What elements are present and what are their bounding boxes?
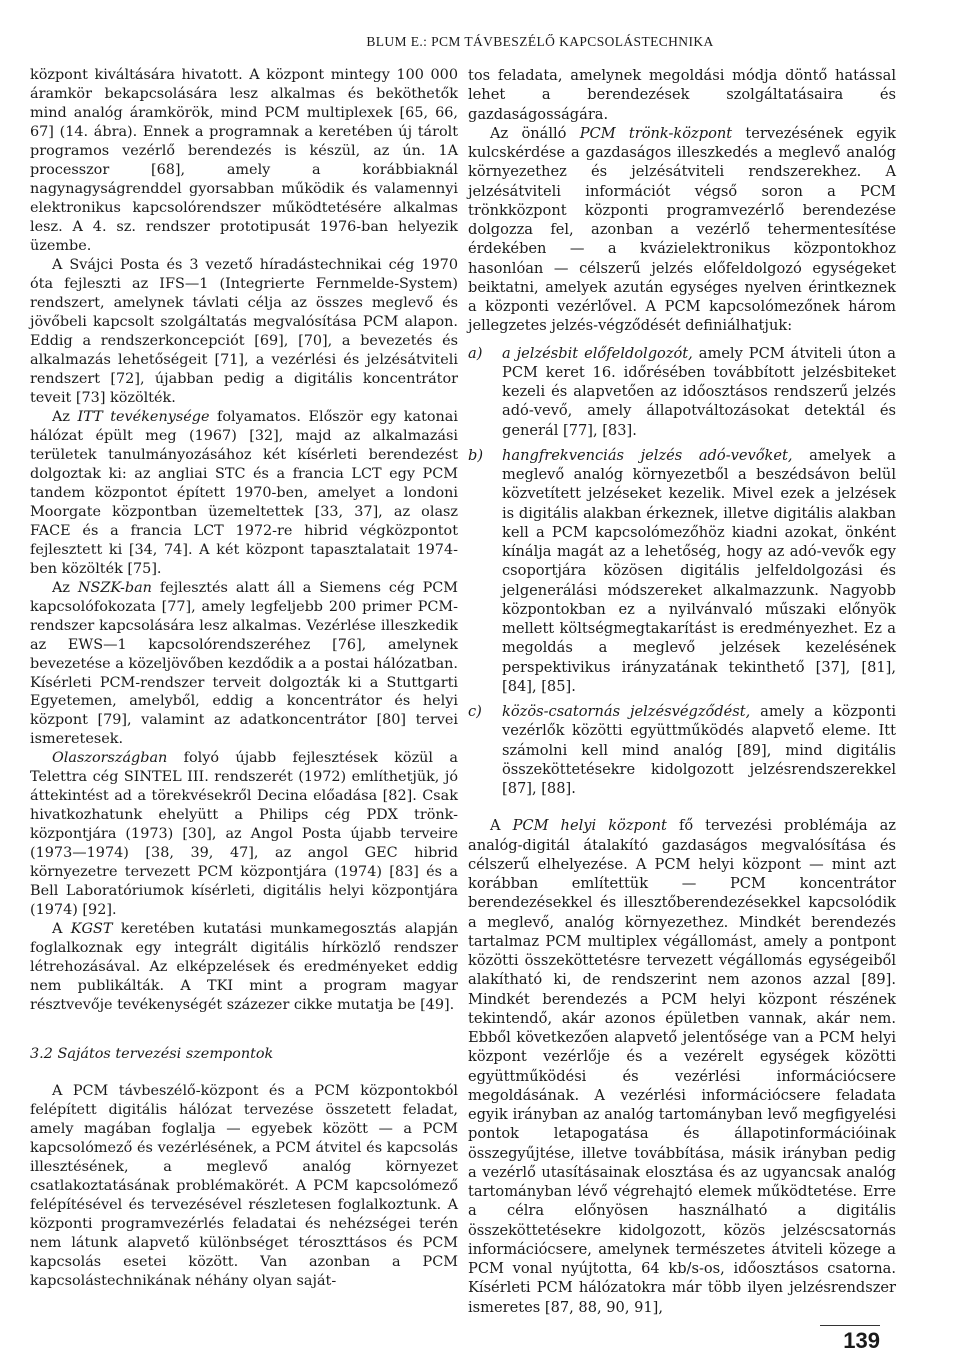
emphasis: KGST [70,921,113,938]
paragraph [30,920,458,1015]
text-run: Az önálló [490,124,580,142]
left-column [30,66,458,1291]
item-list [468,344,896,799]
paragraph [468,816,896,1317]
emphasis: PCM trönk-központ [579,124,733,142]
paragraph [468,124,896,336]
running-header [0,34,960,50]
list-label: c) [468,703,482,720]
emphasis: Olaszországban [52,750,168,767]
list-lead: közös-csatornás jelzésvégződést, [502,703,751,720]
text-run: keretében kutatási munkamegosztás alapján foglalkoznak egy integrált digitális hírközlő rendszer létrehozásával. Az elképzelések és eredményeket eddig nem publikálták. A TKI mint a program magyar résztvevője tevékenységét százezer cikke mutatja be [49]. [30,921,458,1014]
list-label: b) [468,446,484,464]
emphasis: PCM helyi központ [512,817,667,835]
emphasis: NSZK-ban [77,579,152,596]
list-text: amely PCM átviteli úton a PCM keret 16. időrésében továbbított jelzésbiteket kezeli és alapvetően az időosztásos rendszerű jelzés adó-vevő, amely állapotváltozásokat detektál és generál [77], [83]. [502,344,896,439]
list-item [468,344,896,440]
list-lead: a jelzésbit előfeldolgozót, [502,344,693,362]
paragraph [30,408,458,579]
page-number: 139 [843,1328,880,1353]
list-label: a) [468,344,483,362]
paragraph: tos feladata, amelynek megoldási módja döntő hatással lehet a berendezések szolgáltatásaira és gazdaságosságára. [468,67,896,123]
text-run: fejlesztés alatt áll a Siemens cég PCM kapcsolófokozata [77], amely legfeljebb 200 primer PCM-rendszer kapcsolására lesz alkalmas. Vezérlése illeszkedik az EWS—1 kapcsolórendszeréhez [76], amelynek bevezetése a közeljövőben kezdődik a a postai hálózatban. Kísérleti PCM-rendszer terveit dolgozták ki a Stuttgarti Egyetemen, amelyből, eddig a koncentrátor és helyi központ [79], valamint az adatkoncentrátor [80] tervei ismeretesek. [30,579,458,748]
emphasis: ITT tevékenysége [77,408,210,425]
text-run: fő tervezési problémája az analóg-digitál átalakító gazdaságos megvalósítása és célszerű elhelyezése. A PCM helyi központ — mint azt korábban említettük — PCM koncentrátor berendezésekkel és illesztőberendezésekkel kapcsolódik a meglevő, analóg környezethez. Mindkét berendezés tartalmaz PCM multiplex végállomást, amely a pontpont közötti összeköttetésre tervezett végállomás egységeiből alakítható ki, de rendszerint nem azonos azzal [89]. Mindkét berendezés a PCM helyi központ részének tekintendő, akár azonos épületben vannak, akár nem. Ebből következően alapvető jelentősége van a PCM helyi központ vezérlője és a vezérelt egységek közötti együttműködési és vezérlési információcsere megoldásának. A vezérlési információcsere feladata egyik irányban az analóg tartományban levő megfigyelési pontok letapogatása és állapotinformációinak összegyűjtése, illetve továbbítása, másik irányban pedig a vezérlő utasításainak elosztása és az ugyancsak analóg tartományban lévő végrehajtó elemek működtetése. Erre a célra előnyösen használható a digitális összeköttetésekre kidolgozott, közös jelzéscsatornás információcsere, amelynek természetes átviteli közege a PCM vonal nyújtotta, 64 kb/s-os, időosztásos csatorna. Kísérleti PCM hálózatokra már több ilyen jelzésrendszer ismeretes [87, 88, 90, 91], [468,817,896,1316]
paragraph: A Svájci Posta és 3 vezető híradástechnikai cég 1970 óta fejleszti az IFS—1 (Integrierte Fernmelde-System) rendszert, amelynek távlati célja az összes meglevő és jövőbeli kapcsolt szolgáltatás megvalósítása PCM alapon. Eddig a rendszerkoncepciót [69], [70], a bevezetés és alkalmazás lehetőségeit [71], a vezérlési és jelzésátviteli rendszert [72], újabban pedig a digitális koncentrátor teveit [73] közölték. [30,256,458,406]
right-column [468,66,896,1317]
paragraph [30,579,458,750]
list-text: amelyek a meglevő analóg környezetből a beszédsávon belül közvetített jelzéseket kezelik. Mivel ezek a jelzések is digitális alakban érkeznek, illetve digitális alakban kell a PCM kapcsolómezőhöz kiadni azokat, önként kínálja magát az a lehetőség, hogy az adó-vevők egy csoportjára közösen digitális jelfeldolgozási és jelgenerálási módszereket alkalmazzunk. Nagyobb központokban ez a nyilvánvaló műszaki előnyök mellett költségmegtakarítást is eredményezhet. Ez a megoldás a meglevő jelzések kezelésének perspektivikus irányzatának tekinthető [37], [81], [84], [85]. [502,446,896,695]
page-number-rule [820,1325,880,1326]
text-run: Az [52,408,78,425]
text-run: A [490,817,513,835]
section-heading: 3.2 Sajátos tervezési szempontok [30,1046,274,1063]
paragraph: központ kiváltására hivatott. A központ mintegy 100 000 áramkör bekapcsolására lesz alkalmas és beköthetők mind analóg áramkörök, mind PCM multiplexek [65, 66, 67] (14. ábra). Ennek a programnak a keretében új tárolt programos vezérlő berendezés is készül, az ún. 1A processzor [68], amely a korábbiaknál nagynagyságrenddel gyorsabban működik és valamennyi elektronikus kapcsolórendszer működtetésére alkalmas lesz. A 4. sz. rendszer prototipusát 1976-ban helyezik üzembe. [30,67,458,254]
running-header-text: BLUM E.: PCM TÁVBESZÉLŐ KAPCSOLÁSTECHNIKA [366,34,714,49]
text-run: folyó újabb fejlesztések közül a Telettra cég SINTEL III. rendszerét (1972) említhetjük, jó áttekintést ad a törekvésekről Decina előadása [82]. Csak hivatkozhatunk ehelyütt a Philips cég PDX trönk-központjára (1973) [30], az Angol Posta újabb terveire (1973—1974) [38, 39, 47], az angol GEC hibrid környezetre tervezett PCM központjára (1974) [83] és a Bell Laboratóriumok kísérleti, digitális helyi központjára (1974) [92]. [30,750,458,919]
text-run: tervezésének egyik kulcskérdése a gazdaságos illeszkedés a meglevő analóg környezethez és jelzésátviteli rendszerekhez. A jelzésátviteli információt végső soron a PCM trönkközpont központi programvezérlő berendezése dolgozza fel, azonban a vezérlő tehermentesítése érdekében — a kvázielektronikus központokhoz hasonlóan — célszerű jelzés előfeldolgozó egységeket beiktatni, amelyek azután egységes nyelven érintkeznek a központi vezérlővel. A PCM kapcsolómezőnek három jellegzetes jelzés-végződését definiálhatjuk: [468,124,897,335]
text-run: folyamatos. Először egy katonai hálózat épült meg (1967) [32], majd az alkalmazási területek tanulmányozásához két kísérleti berendezést dolgoztak ki: az angliai STC és a francia LCT egy PCM tandem központot épített 1970-ben, amelyet a londoni Moorgate központban üzemeltettek [33, 37], az olasz FACE és a francia LCT 1972-re hibrid végközpontot fejlesztett ki [34, 74]. A két központ tapasztalatait 1974-ben közölték [75]. [30,408,458,577]
paragraph: A PCM távbeszélő-központ és a PCM központokból felépített digitális hálózat tervezése összetett feladat, amely magában foglalja — egyebek között — a PCM kapcsolómező és vezérlésének, a PCM átvitel és kapcsolás illesztésének, a meglevő analóg környezet csatlakoztatásának problémakörét. A PCM kapcsolómező felépítésével és tervezésével részletesen foglalkoztunk. A központi programvezérlés feladatai és nehézségei terén nem látunk alapvető különbséget téroszttásos és PCM kapcsolás esetei között. Van azonban a PCM kapcsolástechnikának néhány olyan saját- [30,1083,458,1290]
list-item [468,446,896,696]
text-run: Az [52,579,78,596]
list-text: amely a központi vezérlők közötti együttműködés alapvető eleme. Itt számolni kell mind analóg [89], mind digitális összeköttetésekre kidolgozott jelzésrendszerekkel [87], [88]. [502,703,896,797]
paragraph [30,749,458,920]
list-lead: hangfrekvenciás jelzés adó-vevőket, [502,446,793,464]
list-item [468,702,896,798]
text-run: A [52,921,71,938]
